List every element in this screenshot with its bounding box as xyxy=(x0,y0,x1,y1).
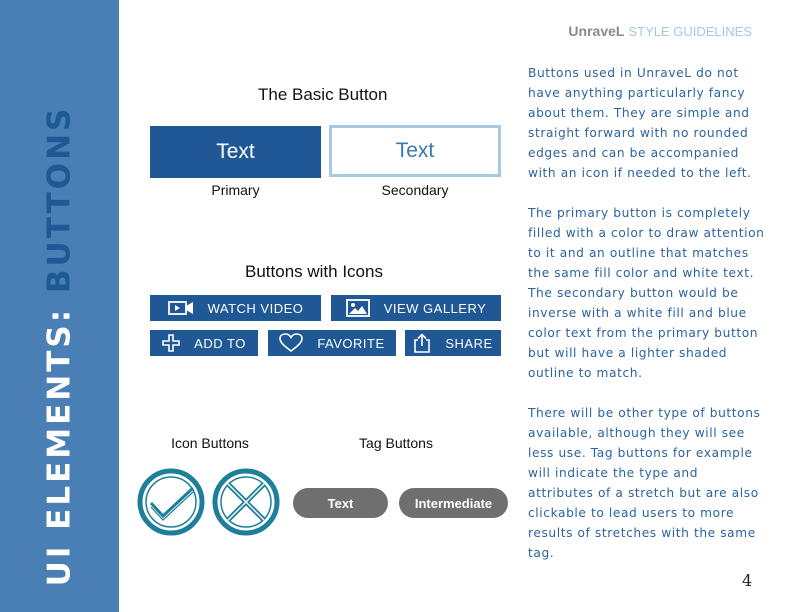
vertical-title-part1: UI ELEMENTS: xyxy=(41,293,78,587)
body-paragraph-2: The primary button is completely filled with a color to draw attention to it and an outline that matches the same fill color and white text. The secondary button would be inverse with a white fill and blue color text from the primary button but will have a lighter shaded outline to match. xyxy=(528,206,765,380)
plus-icon xyxy=(162,334,180,352)
heart-icon xyxy=(279,333,303,353)
close-circle-button[interactable] xyxy=(212,468,280,541)
primary-button[interactable]: Text xyxy=(150,126,321,178)
body-paragraph-1: Buttons used in UnraveL do not have anything particularly fancy about them. They are simple and straight forward with no rounded edges and can be accompanied with an icon if needed to the left. xyxy=(528,66,752,180)
basic-button-title: The Basic Button xyxy=(258,85,388,104)
video-camera-icon xyxy=(168,300,194,316)
favorite-label: FAVORITE xyxy=(317,335,385,351)
icon-buttons-title: Icon Buttons xyxy=(171,435,249,451)
view-gallery-button[interactable] xyxy=(331,295,501,321)
brand-name: UnraveL xyxy=(568,23,625,39)
sidebar xyxy=(0,0,119,612)
tag-button-text[interactable]: Text xyxy=(293,488,388,518)
tag-button-intermediate[interactable]: Intermediate xyxy=(399,488,508,518)
checkmark-icon xyxy=(137,468,205,536)
share-label: SHARE xyxy=(445,335,493,351)
watch-video-button[interactable] xyxy=(150,295,321,321)
body-text xyxy=(528,63,768,583)
add-to-button[interactable] xyxy=(150,330,258,356)
primary-caption: Primary xyxy=(211,182,260,198)
secondary-caption: Secondary xyxy=(381,182,449,198)
close-icon xyxy=(212,468,280,536)
view-gallery-label: VIEW GALLERY xyxy=(383,300,487,316)
header-subtitle: STYLE GUIDELINES xyxy=(628,24,752,39)
body-paragraph-3: There will be other type of buttons available, although they will see less use. Tag buttons for example will indicate the type and attributes of a stretch but are also clickable to lead users to more results of stretches with the same tag. xyxy=(528,406,761,560)
icon-buttons-section-title: Buttons with Icons xyxy=(245,262,383,281)
vertical-title-part2: BUTTONS xyxy=(41,105,78,294)
header xyxy=(568,23,752,39)
tag-buttons-title: Tag Buttons xyxy=(359,435,433,451)
watch-video-label: WATCH VIDEO xyxy=(207,300,304,316)
share-icon xyxy=(413,333,431,353)
image-gallery-icon xyxy=(346,299,370,317)
add-to-label: ADD TO xyxy=(194,335,246,351)
vertical-title xyxy=(41,105,78,587)
page-number: 4 xyxy=(742,571,753,590)
favorite-button[interactable] xyxy=(268,330,396,356)
secondary-button[interactable]: Text xyxy=(329,125,501,177)
checkmark-circle-button[interactable] xyxy=(137,468,205,541)
share-button[interactable] xyxy=(405,330,501,356)
